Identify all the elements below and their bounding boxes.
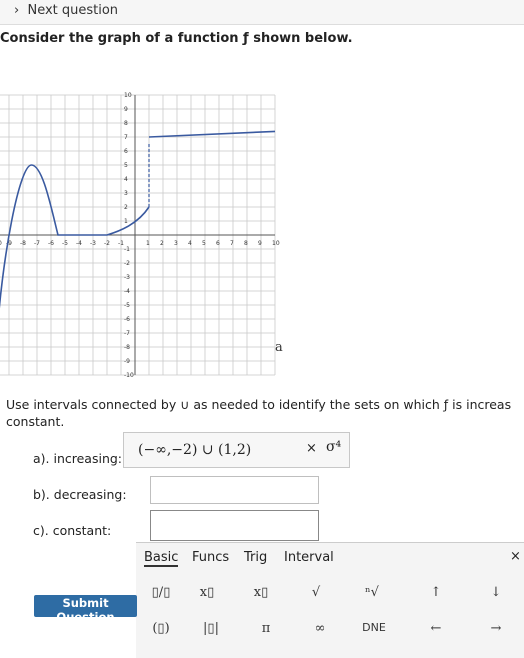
close-icon[interactable]: × (510, 549, 521, 564)
tab-basic[interactable]: Basic (144, 550, 179, 565)
x-tick-label: 7 (230, 240, 234, 247)
arrow-down-icon[interactable]: ↓ (490, 585, 502, 600)
y-tick-label: 4 (124, 176, 128, 183)
x-tick-label: -8 (20, 240, 26, 247)
parentheses-key[interactable]: (▯) (152, 621, 170, 636)
increasing-input[interactable] (123, 432, 350, 468)
chevron-right-icon: › (14, 3, 20, 18)
y-tick-label: -10 (124, 372, 134, 379)
x-tick-label: -4 (76, 240, 82, 247)
y-tick-label: 5 (124, 162, 128, 169)
next-question-label: Next question (27, 3, 119, 18)
y-tick-label: 6 (124, 148, 128, 155)
decreasing-input[interactable] (150, 476, 319, 504)
x-tick-label: -1 (118, 240, 124, 247)
x-tick-label (0, 240, 2, 247)
x-tick-label: 10 (272, 240, 280, 247)
y-tick-label: 1 (124, 218, 128, 225)
instructions (6, 396, 524, 430)
y-tick-label: -7 (124, 330, 130, 337)
superscript-key[interactable]: x▯ (199, 585, 215, 600)
y-tick-label: -1 (124, 246, 130, 253)
constant-segment (149, 131, 275, 137)
tab-interval[interactable]: Interval (284, 550, 334, 565)
x-tick-label: -6 (48, 240, 54, 247)
tab-trig[interactable]: Trig (244, 550, 268, 565)
graph-marker-label: a (275, 340, 283, 355)
y-tick-label: -8 (124, 344, 130, 351)
instructions-line1: Use intervals connected by ∪ as needed to identify the sets on which ƒ is increas (6, 397, 512, 412)
y-tick-label: -6 (124, 316, 130, 323)
x-tick-label: -7 (34, 240, 40, 247)
x-tick-label: 5 (202, 240, 206, 247)
y-tick-label: -3 (124, 274, 130, 281)
x-tick-label: -2 (104, 240, 110, 247)
x-tick-label: 2 (160, 240, 164, 247)
x-tick-label: -9 (6, 240, 12, 247)
arrow-up-icon[interactable]: ↑ (430, 585, 442, 600)
y-tick-label: -9 (124, 358, 130, 365)
clear-icon[interactable]: × (306, 441, 317, 456)
subscript-key[interactable]: x▯ (253, 585, 269, 600)
function-graph (2, 80, 292, 379)
x-tick-label: 6 (216, 240, 220, 247)
y-tick-label: 2 (124, 204, 128, 211)
increasing-value: (−∞,−2) ∪ (1,2) (138, 442, 252, 458)
instructions-line2: constant. (6, 414, 65, 429)
x-tick-label: 8 (244, 240, 248, 247)
next-question-link[interactable] (14, 3, 118, 18)
tab-funcs[interactable]: Funcs (192, 550, 230, 565)
y-tick-label: 10 (124, 92, 132, 99)
constant-label: c). constant: (33, 523, 112, 538)
x-tick-label: 1 (146, 240, 150, 247)
question-text: Consider the graph of a function ƒ shown below. (0, 31, 353, 46)
sigma-icon[interactable]: σ⁴ (326, 439, 342, 455)
nth-root-key[interactable]: ⁿ√ (365, 585, 379, 600)
dne-key[interactable]: DNE (362, 621, 386, 634)
fraction-key[interactable]: ▯/▯ (151, 585, 171, 600)
top-bar (0, 0, 524, 25)
infinity-key[interactable]: ∞ (314, 621, 326, 636)
x-tick-label: 4 (188, 240, 192, 247)
submit-question-button[interactable]: Submit Question (34, 595, 137, 617)
x-tick-label: -3 (90, 240, 96, 247)
x-tick-label: -5 (62, 240, 68, 247)
arrow-right-icon[interactable]: → (490, 621, 502, 636)
constant-input[interactable] (150, 510, 319, 541)
y-tick-label: 3 (124, 190, 128, 197)
arrow-left-icon[interactable]: ← (430, 621, 442, 636)
absolute-value-key[interactable]: |▯| (203, 621, 219, 636)
y-tick-label: 7 (124, 134, 128, 141)
x-tick-label: 3 (174, 240, 178, 247)
y-tick-label: -4 (124, 288, 130, 295)
math-keyboard (136, 542, 524, 658)
y-tick-label: -5 (124, 302, 130, 309)
y-tick-label: 8 (124, 120, 128, 127)
y-tick-label: -2 (124, 260, 130, 267)
decreasing-label: b). decreasing: (33, 487, 127, 502)
pi-key[interactable]: π (261, 621, 271, 636)
y-tick-label: 9 (124, 106, 128, 113)
sqrt-key[interactable]: √ (311, 585, 321, 600)
x-tick-label: 9 (258, 240, 262, 247)
increasing-label: a). increasing: (33, 451, 123, 466)
